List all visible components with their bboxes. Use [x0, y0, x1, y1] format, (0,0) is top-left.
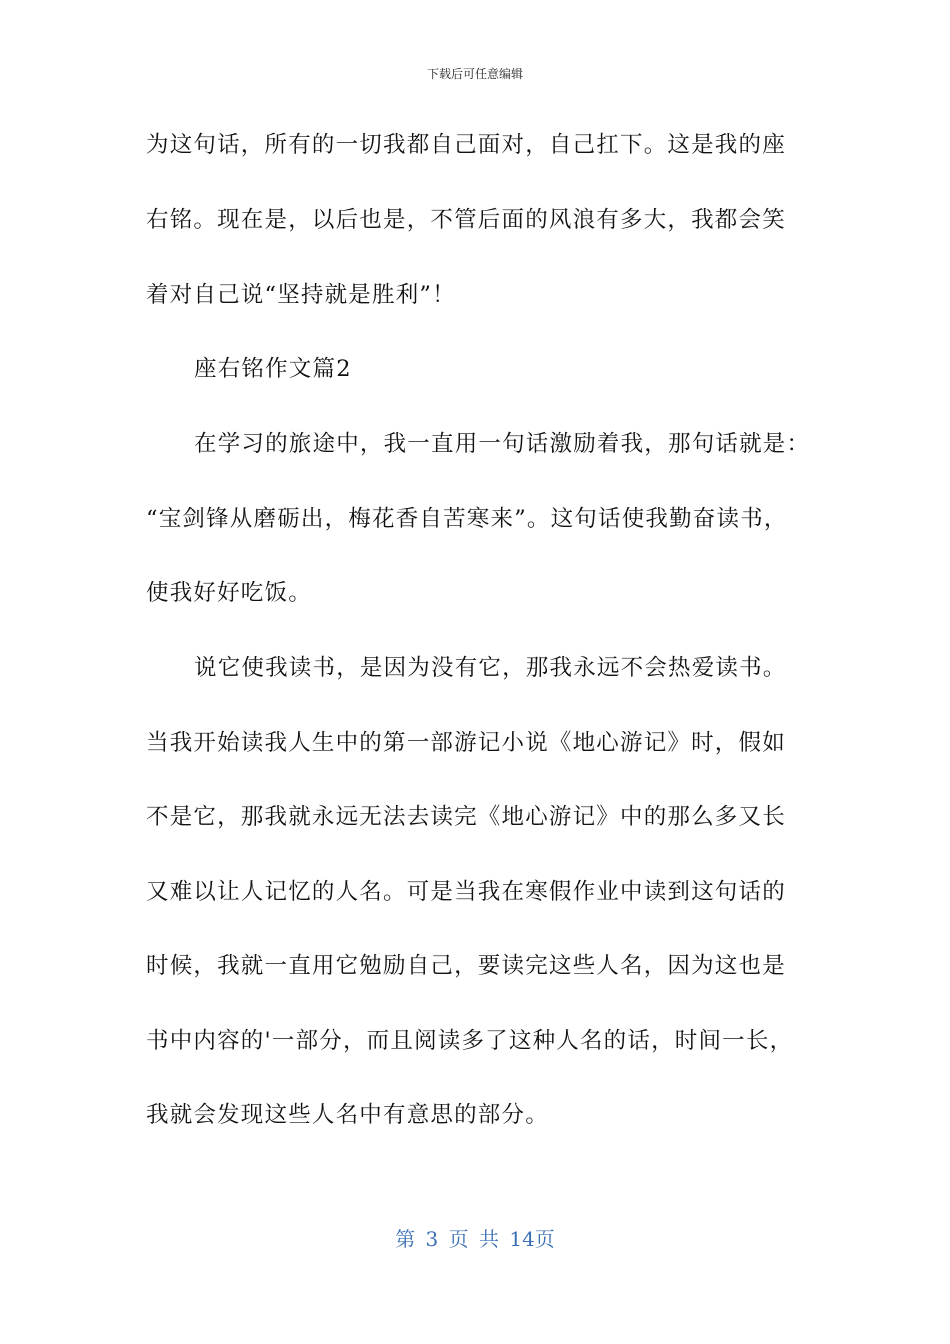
text-line: 右铭。现在是，以后也是，不管后面的风浪有多大，我都会笑: [146, 207, 786, 233]
text-line: 当我开始读我人生中的第一部游记小说《地心游记》时，假如: [146, 730, 786, 756]
text-line: “宝剑锋从磨砺出，梅花香自苦寒来”。这句话使我勤奋读书，: [146, 506, 788, 532]
text-line: 不是它，那我就永远无法去读完《地心游记》中的那么多又长: [146, 804, 786, 830]
page-number-footer: 第 3 页 共 14页: [395, 1227, 555, 1251]
text-line: 使我好好吃饭。: [146, 580, 312, 606]
text-line: 着对自己说“坚持就是胜利”！: [146, 282, 456, 308]
text-line: 又难以让人记忆的人名。可是当我在寒假作业中读到这句话的: [146, 879, 786, 905]
page-header-note: 下载后可任意编辑: [426, 67, 523, 81]
text-line: 书中内容的'一部分，而且阅读多了这种人名的话，时间一长，: [146, 1028, 794, 1054]
text-line: 时候，我就一直用它勉励自己，要读完这些人名，因为这也是: [146, 953, 786, 979]
text-line: 为这句话，所有的一切我都自己面对，自己扛下。这是我的座: [146, 132, 786, 158]
section-heading: 座右铭作文篇2: [194, 356, 352, 382]
text-line: 说它使我读书，是因为没有它，那我永远不会热爱读书。: [194, 655, 787, 681]
text-line: 在学习的旅途中，我一直用一句话激励着我，那句话就是：: [194, 431, 811, 457]
text-line: 我就会发现这些人名中有意思的部分。: [146, 1102, 549, 1128]
